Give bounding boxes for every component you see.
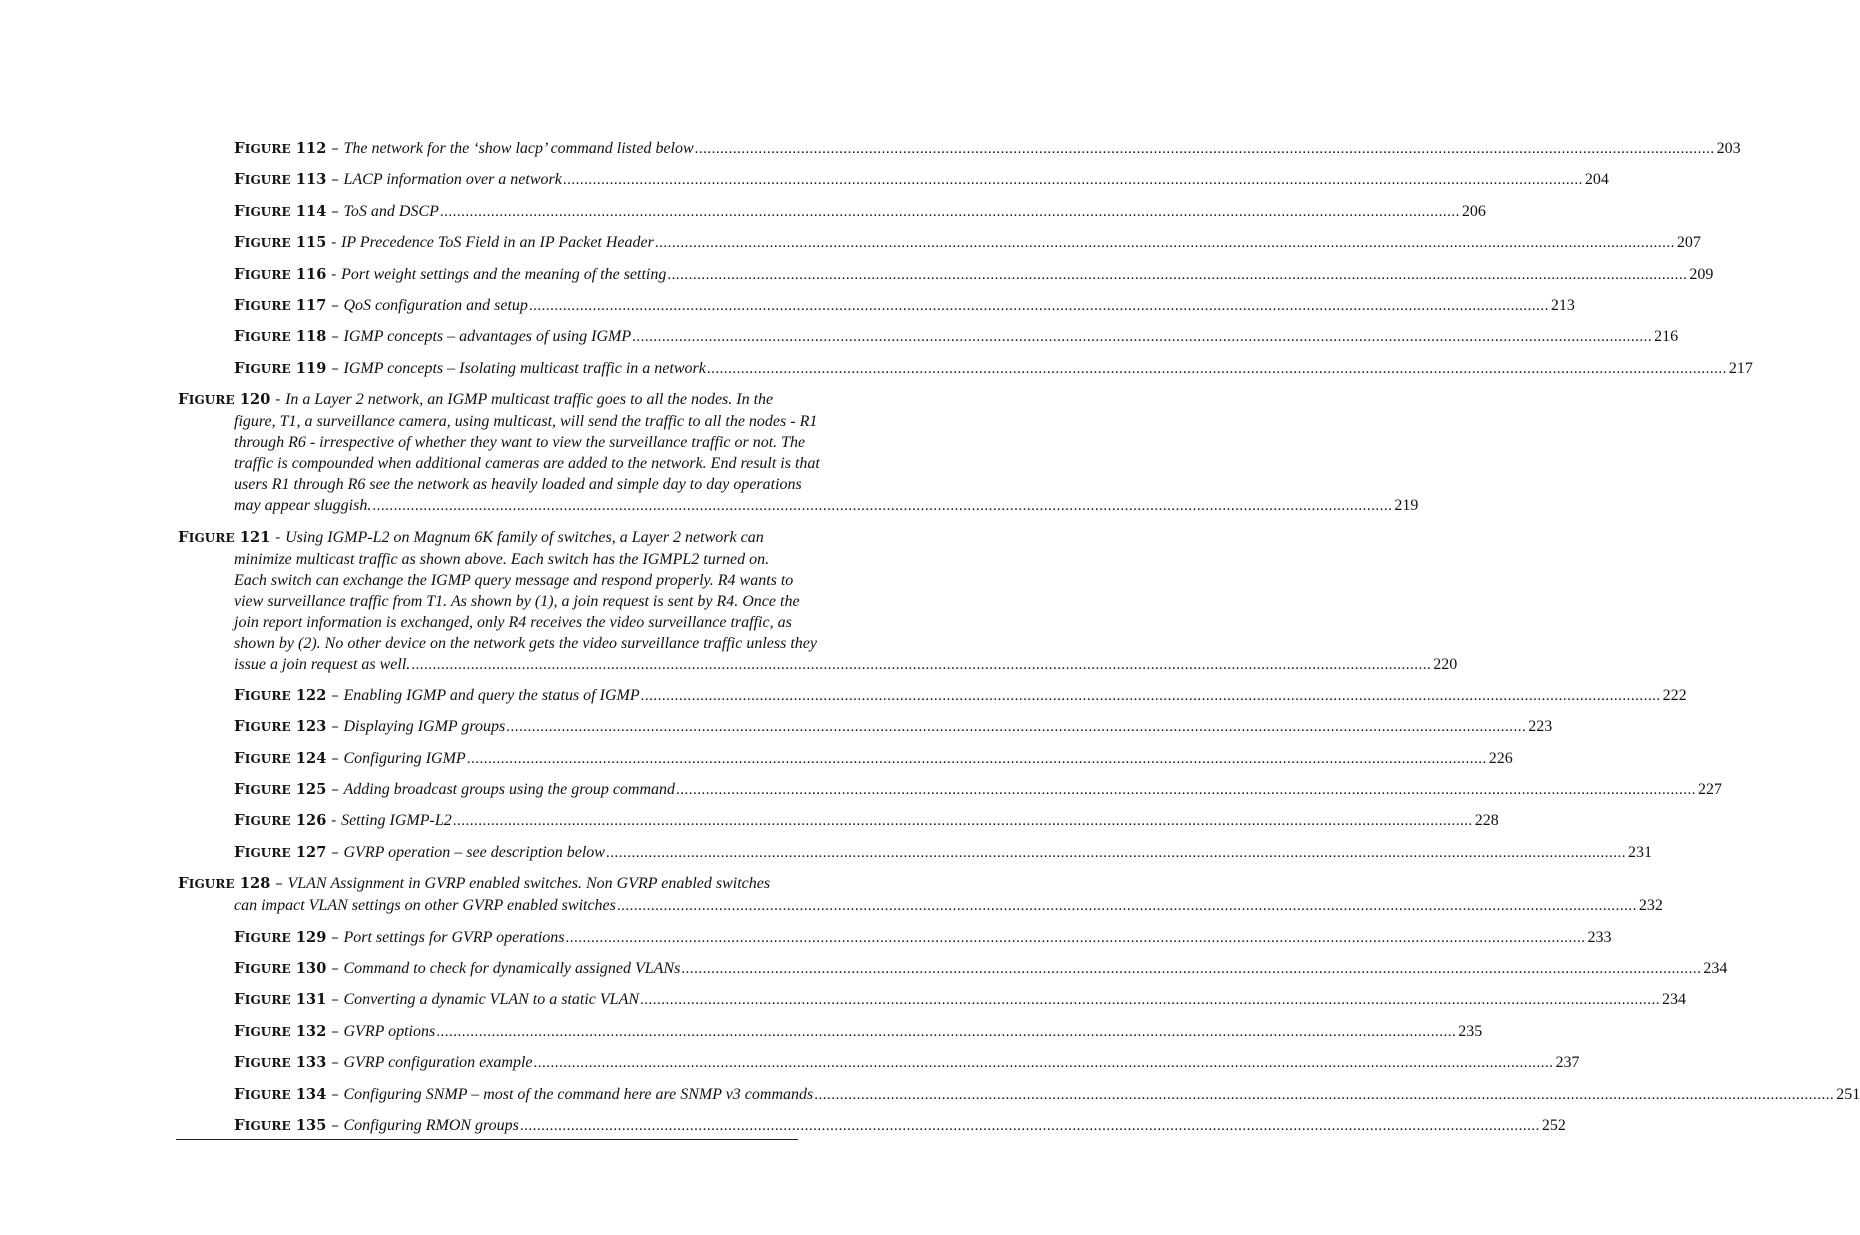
separator: –	[331, 959, 339, 978]
page-number: 220	[1433, 655, 1458, 673]
figure-entry-121[interactable]	[178, 527, 1458, 676]
dot-leader	[706, 359, 1727, 380]
figure-title-line: shown by (2). No other device on the network gets the video surveillance traffic unless they	[234, 634, 817, 652]
dot-leader	[505, 717, 1526, 738]
figure-title: The network for the ‘show lacp’ command listed below	[343, 140, 694, 157]
page-number: 232	[1638, 897, 1663, 915]
figure-title: IP Precedence ToS Field in an IP Packet Header	[341, 234, 654, 252]
figure-label: FIGURE 126	[234, 811, 327, 830]
dot-leader	[675, 780, 1696, 801]
figure-entry-130[interactable]	[178, 958, 1728, 980]
page-number: 219	[1394, 497, 1419, 515]
figure-title: Configuring IGMP	[343, 749, 466, 767]
dot-leader	[631, 327, 1652, 348]
dot-leader	[654, 233, 1675, 254]
page-number: 227	[1698, 781, 1723, 799]
figure-title: Adding broadcast groups using the group command	[343, 781, 676, 799]
figure-title: LACP information over a network	[343, 171, 562, 189]
figure-label: FIGURE 129	[234, 927, 327, 946]
figure-entry-129[interactable]	[178, 927, 1612, 949]
separator: –	[331, 1115, 339, 1134]
figure-label: FIGURE 112	[234, 139, 327, 157]
page-number: 251	[1836, 1085, 1860, 1103]
figure-title: Setting IGMP-L2	[341, 812, 452, 830]
page-number: 217	[1728, 359, 1753, 377]
figure-title-line: VLAN Assignment in GVRP enabled switches. Non GVRP enabled switches	[287, 875, 771, 893]
figure-entry-126[interactable]	[178, 810, 1499, 832]
dot-leader	[813, 1085, 1834, 1106]
figure-entry-118[interactable]	[178, 326, 1679, 348]
figure-title: IGMP concepts – Isolating multicast traffic in a network	[343, 359, 706, 377]
figure-entry-133[interactable]	[178, 1052, 1580, 1074]
dot-leader	[616, 896, 1637, 917]
dot-leader	[371, 496, 1392, 517]
figure-title: ToS and DSCP	[343, 202, 439, 220]
separator: –	[331, 358, 339, 377]
dot-leader	[410, 655, 1431, 676]
figure-title: Configuring RMON groups	[343, 1116, 519, 1134]
figure-label: FIGURE 116	[234, 264, 327, 283]
figure-title: Port weight settings and the meaning of the setting	[341, 265, 667, 283]
figure-title: Converting a dynamic VLAN to a static VLAN	[343, 991, 640, 1009]
figure-title: Displaying IGMP groups	[343, 718, 506, 736]
separator: –	[331, 717, 339, 736]
separator: –	[331, 170, 339, 189]
figure-label: FIGURE 127	[234, 842, 327, 861]
figure-label: FIGURE 132	[234, 1021, 327, 1040]
dot-leader	[519, 1116, 1540, 1137]
dot-leader	[605, 843, 1626, 864]
figure-entry-131[interactable]	[178, 989, 1687, 1011]
figure-entry-117[interactable]	[178, 295, 1575, 317]
figure-title: QoS configuration and setup	[343, 296, 528, 314]
figure-title-line: figure, T1, a surveillance camera, using multicast, will send the traffic to all the nodes - R1	[234, 413, 818, 431]
figure-entry-116[interactable]	[178, 264, 1714, 286]
figure-title: Port settings for GVRP operations	[343, 928, 565, 946]
figure-entry-135[interactable]	[178, 1115, 1566, 1137]
separator: –	[331, 295, 339, 314]
figure-title-line: issue a join request as well.	[234, 655, 411, 673]
dot-leader	[640, 686, 1661, 707]
figure-label: FIGURE 135	[234, 1115, 327, 1134]
dot-leader	[666, 265, 1687, 286]
page-number: 209	[1689, 265, 1714, 283]
figure-label: FIGURE 134	[234, 1084, 327, 1103]
figure-entry-119[interactable]	[178, 358, 1753, 380]
figure-entry-134[interactable]	[178, 1084, 1860, 1106]
separator: –	[331, 1021, 339, 1040]
figure-title-line: Using IGMP-L2 on Magnum 6K family of switches, a Layer 2 network can	[285, 528, 764, 546]
figure-label: FIGURE 133	[234, 1053, 327, 1072]
figure-title-line: can impact VLAN settings on other GVRP enabled switches	[234, 897, 616, 915]
dot-leader	[694, 139, 1715, 160]
figure-label: FIGURE 122	[234, 685, 327, 704]
page-number: 235	[1458, 1022, 1483, 1040]
separator: -	[331, 233, 337, 252]
dot-leader	[532, 1053, 1553, 1074]
page-number: 204	[1584, 171, 1609, 189]
figure-title: GVRP options	[343, 1022, 436, 1040]
page-number: 234	[1662, 991, 1687, 1009]
figure-title-line: users R1 through R6 see the network as heavily loaded and simple day to day operations	[234, 476, 802, 494]
figure-entry-125[interactable]	[178, 779, 1723, 801]
separator: -	[331, 811, 337, 830]
page-number: 216	[1654, 328, 1679, 346]
page-number: 206	[1461, 202, 1486, 220]
figure-label: FIGURE 119	[234, 358, 327, 377]
figure-label: FIGURE 123	[234, 717, 327, 736]
page-number: 228	[1474, 812, 1499, 830]
figure-title-line: may appear sluggish.	[234, 497, 372, 515]
separator: –	[331, 842, 339, 861]
figure-label: FIGURE 130	[234, 959, 327, 978]
dot-leader	[565, 928, 1586, 949]
page-number: 233	[1587, 928, 1612, 946]
figure-label: FIGURE 115	[234, 233, 327, 252]
separator: –	[331, 327, 339, 346]
figure-entry-114[interactable]	[178, 201, 1486, 223]
figure-title: Command to check for dynamically assigned VLANs	[343, 960, 681, 978]
separator: –	[331, 1053, 339, 1072]
figure-title: GVRP configuration example	[343, 1054, 533, 1072]
figure-title-line: Each switch can exchange the IGMP query message and respond properly. R4 wants to	[234, 571, 794, 589]
dot-leader	[528, 296, 1549, 317]
separator: -	[331, 264, 337, 283]
separator: –	[331, 201, 339, 220]
figure-entry-132[interactable]	[178, 1021, 1483, 1043]
figure-label: FIGURE 125	[234, 780, 327, 799]
figure-label: FIGURE 120	[178, 390, 271, 409]
figure-label: FIGURE 118	[234, 327, 327, 346]
page-number: 203	[1716, 140, 1741, 157]
separator: -	[275, 390, 281, 409]
figure-label: FIGURE 121	[178, 527, 271, 546]
page-number: 226	[1488, 749, 1513, 767]
dot-leader	[439, 202, 1460, 223]
footer-divider	[176, 1139, 798, 1140]
figure-title: Enabling IGMP and query the status of IGMP	[343, 686, 640, 704]
page-number: 223	[1528, 718, 1553, 736]
dot-leader	[639, 990, 1660, 1011]
separator: –	[331, 1084, 339, 1103]
figure-entry-120[interactable]	[178, 389, 1419, 517]
figure-entry-113[interactable]	[178, 169, 1609, 191]
figure-title-line: join report information is exchanged, only R4 receives the video surveillance traffic, as	[234, 613, 792, 631]
figure-title-line: through R6 - irrespective of whether they want to view the surveillance traffic or not. The	[234, 434, 806, 452]
page-number: 237	[1555, 1054, 1580, 1072]
separator: –	[331, 990, 339, 1009]
separator: –	[331, 685, 339, 704]
figure-entry-127[interactable]	[178, 842, 1652, 864]
dot-leader	[562, 170, 1583, 191]
figure-label: FIGURE 114	[234, 201, 327, 220]
figure-title: Configuring SNMP – most of the command here are SNMP v3 commands	[343, 1085, 814, 1103]
figure-label: FIGURE 124	[234, 748, 327, 767]
figure-label: FIGURE 113	[234, 170, 327, 189]
figure-title-line: In a Layer 2 network, an IGMP multicast traffic goes to all the nodes. In the	[285, 391, 774, 409]
separator: –	[331, 780, 339, 799]
figure-title: IGMP concepts – advantages of using IGMP	[343, 328, 632, 346]
figure-entry-128[interactable]	[178, 873, 1663, 917]
dot-leader	[466, 749, 1487, 770]
figure-entry-122[interactable]	[178, 685, 1687, 707]
page-number: 207	[1676, 234, 1701, 252]
figure-title-line: traffic is compounded when additional cameras are added to the network. End result is that	[234, 455, 820, 473]
separator: -	[275, 527, 281, 546]
figure-entry-115[interactable]	[178, 232, 1701, 254]
dot-leader	[435, 1022, 1456, 1043]
page-number: 213	[1550, 296, 1575, 314]
figure-title: GVRP operation – see description below	[343, 843, 605, 861]
page-number: 222	[1662, 686, 1687, 704]
figure-entry-124[interactable]	[178, 748, 1513, 770]
separator: –	[331, 927, 339, 946]
page-number: 234	[1703, 960, 1728, 978]
figure-entry-123[interactable]	[178, 716, 1553, 738]
page-number: 252	[1541, 1116, 1566, 1134]
dot-leader	[452, 811, 1473, 832]
figure-title-line: view surveillance traffic from T1. As shown by (1), a join request is sent by R4. Once the	[234, 592, 800, 610]
figure-label: FIGURE 131	[234, 990, 327, 1009]
figure-label: FIGURE 128	[178, 874, 271, 893]
separator: –	[331, 748, 339, 767]
figure-label: FIGURE 117	[234, 295, 327, 314]
dot-leader	[680, 959, 1701, 980]
separator: –	[275, 874, 283, 893]
figure-title-line: minimize multicast traffic as shown above. Each switch has the IGMPL2 turned on.	[234, 550, 770, 568]
separator: –	[331, 139, 339, 157]
table-of-figures	[178, 138, 1860, 1146]
figure-entry-112[interactable]	[178, 138, 1741, 160]
page-number: 231	[1627, 843, 1652, 861]
